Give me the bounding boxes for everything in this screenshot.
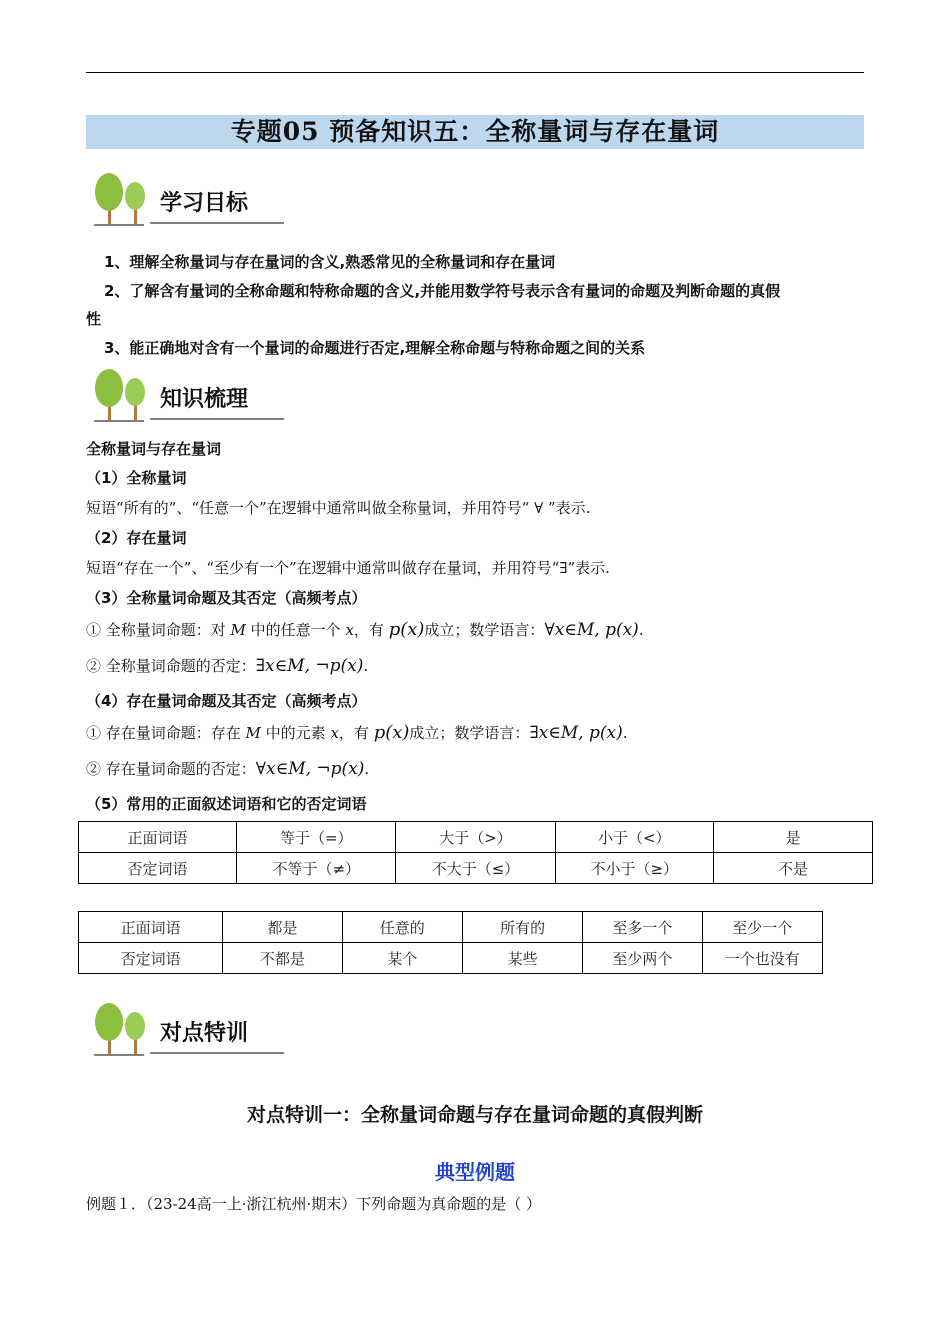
document-title: 专题05 预备知识五：全称量词与存在量词 <box>86 115 864 149</box>
section-title: 知识梳理 <box>160 387 249 412</box>
table-cell: 某些 <box>462 943 582 974</box>
tree-icon <box>86 1002 152 1058</box>
table-row <box>79 853 873 884</box>
words-table-2 <box>78 911 823 974</box>
table-cell: 任意的 <box>342 912 462 943</box>
table-cell: 大于（>） <box>396 822 555 853</box>
math-expression: ∃x∈M, p(x) <box>529 723 623 743</box>
section-underline <box>150 418 284 420</box>
table-cell: 不大于（≤） <box>396 853 555 884</box>
subheading-universal-negation: （3）全称量词命题及其否定（高频考点） <box>86 589 367 607</box>
goal-2-cont: 性 <box>86 310 102 328</box>
example-1-question: 例题１．（23-24高一上·浙江杭州·期末）下列命题为真命题的是（ ） <box>86 1195 542 1213</box>
para-universal: 短语“所有的”、“任意一个”在逻辑中通常叫做全称量词，并用符号“ ∀ ”表示. <box>86 499 591 517</box>
table-cell: 等于（=） <box>237 822 396 853</box>
tree-icon <box>86 172 152 228</box>
line-existential-proposition: ① 存在量词命题：存在 M 中的元素 x，有 p(x)成立；数学语言：∃x∈M, p(x). <box>86 722 628 743</box>
goal-1: 1、理解全称量词与存在量词的含义,熟悉常见的全称量词和存在量词 <box>104 253 556 271</box>
section-goals-header <box>86 172 296 230</box>
table-cell: 至多一个 <box>583 912 702 943</box>
subheading-existential: （2）存在量词 <box>86 529 187 547</box>
table-cell: 不等于（≠） <box>237 853 396 884</box>
table-cell: 正面词语 <box>79 912 223 943</box>
table-cell: 不小于（≥） <box>555 853 713 884</box>
section-underline <box>150 222 284 224</box>
section-training-header <box>86 1002 296 1060</box>
goal-2: 2、了解含有量词的全称命题和特称命题的含义,并能用数学符号表示含有量词的命题及判断命题的真假 <box>104 282 781 300</box>
section-knowledge-header <box>86 368 296 426</box>
table-cell: 至少两个 <box>583 943 702 974</box>
table-cell: 不都是 <box>223 943 342 974</box>
table-cell: 某个 <box>342 943 462 974</box>
table-row <box>79 912 823 943</box>
math-expression: ∀x∈M, ¬p(x) <box>255 759 365 779</box>
example-heading: 典型例题 <box>435 1160 515 1184</box>
table-cell: 一个也没有 <box>702 943 822 974</box>
table-cell: 否定词语 <box>79 853 237 884</box>
subheading-universal: （1）全称量词 <box>86 469 187 487</box>
math-expression: ∃x∈M, ¬p(x) <box>255 656 364 676</box>
table-cell: 小于（<） <box>555 822 713 853</box>
header-rule <box>86 72 864 73</box>
subheading-common-words: （5）常用的正面叙述词语和它的否定词语 <box>86 795 367 813</box>
section-underline <box>150 1052 284 1054</box>
goal-3: 3、能正确地对含有一个量词的命题进行否定,理解全称命题与特称命题之间的关系 <box>104 339 646 357</box>
math-expression: ∀x∈M, p(x) <box>544 620 639 640</box>
section-title: 学习目标 <box>160 191 249 216</box>
table-cell: 至少一个 <box>702 912 822 943</box>
words-table-1 <box>78 821 873 884</box>
subheading-existential-negation: （4）存在量词命题及其否定（高频考点） <box>86 692 367 710</box>
tree-icon <box>86 368 152 424</box>
table-cell: 否定词语 <box>79 943 223 974</box>
line-universal-proposition: ① 全称量词命题：对 M 中的任意一个 x，有 p(x)成立；数学语言：∀x∈M, p(x). <box>86 619 644 640</box>
table-row <box>79 943 823 974</box>
table-cell: 所有的 <box>462 912 582 943</box>
table-row <box>79 822 873 853</box>
table-cell: 不是 <box>713 853 872 884</box>
para-existential: 短语“存在一个”、“至少有一个”在逻辑中通常叫做存在量词，并用符号“∃”表示. <box>86 559 610 577</box>
line-universal-negation: ② 全称量词命题的否定：∃x∈M, ¬p(x). <box>86 656 369 676</box>
knowledge-heading: 全称量词与存在量词 <box>86 440 222 458</box>
line-existential-negation: ② 存在量词命题的否定：∀x∈M, ¬p(x). <box>86 759 370 779</box>
section-title: 对点特训 <box>160 1021 249 1046</box>
training-title: 对点特训一：全称量词命题与存在量词命题的真假判断 <box>246 1104 703 1126</box>
table-cell: 正面词语 <box>79 822 237 853</box>
table-cell: 都是 <box>223 912 342 943</box>
table-cell: 是 <box>713 822 872 853</box>
